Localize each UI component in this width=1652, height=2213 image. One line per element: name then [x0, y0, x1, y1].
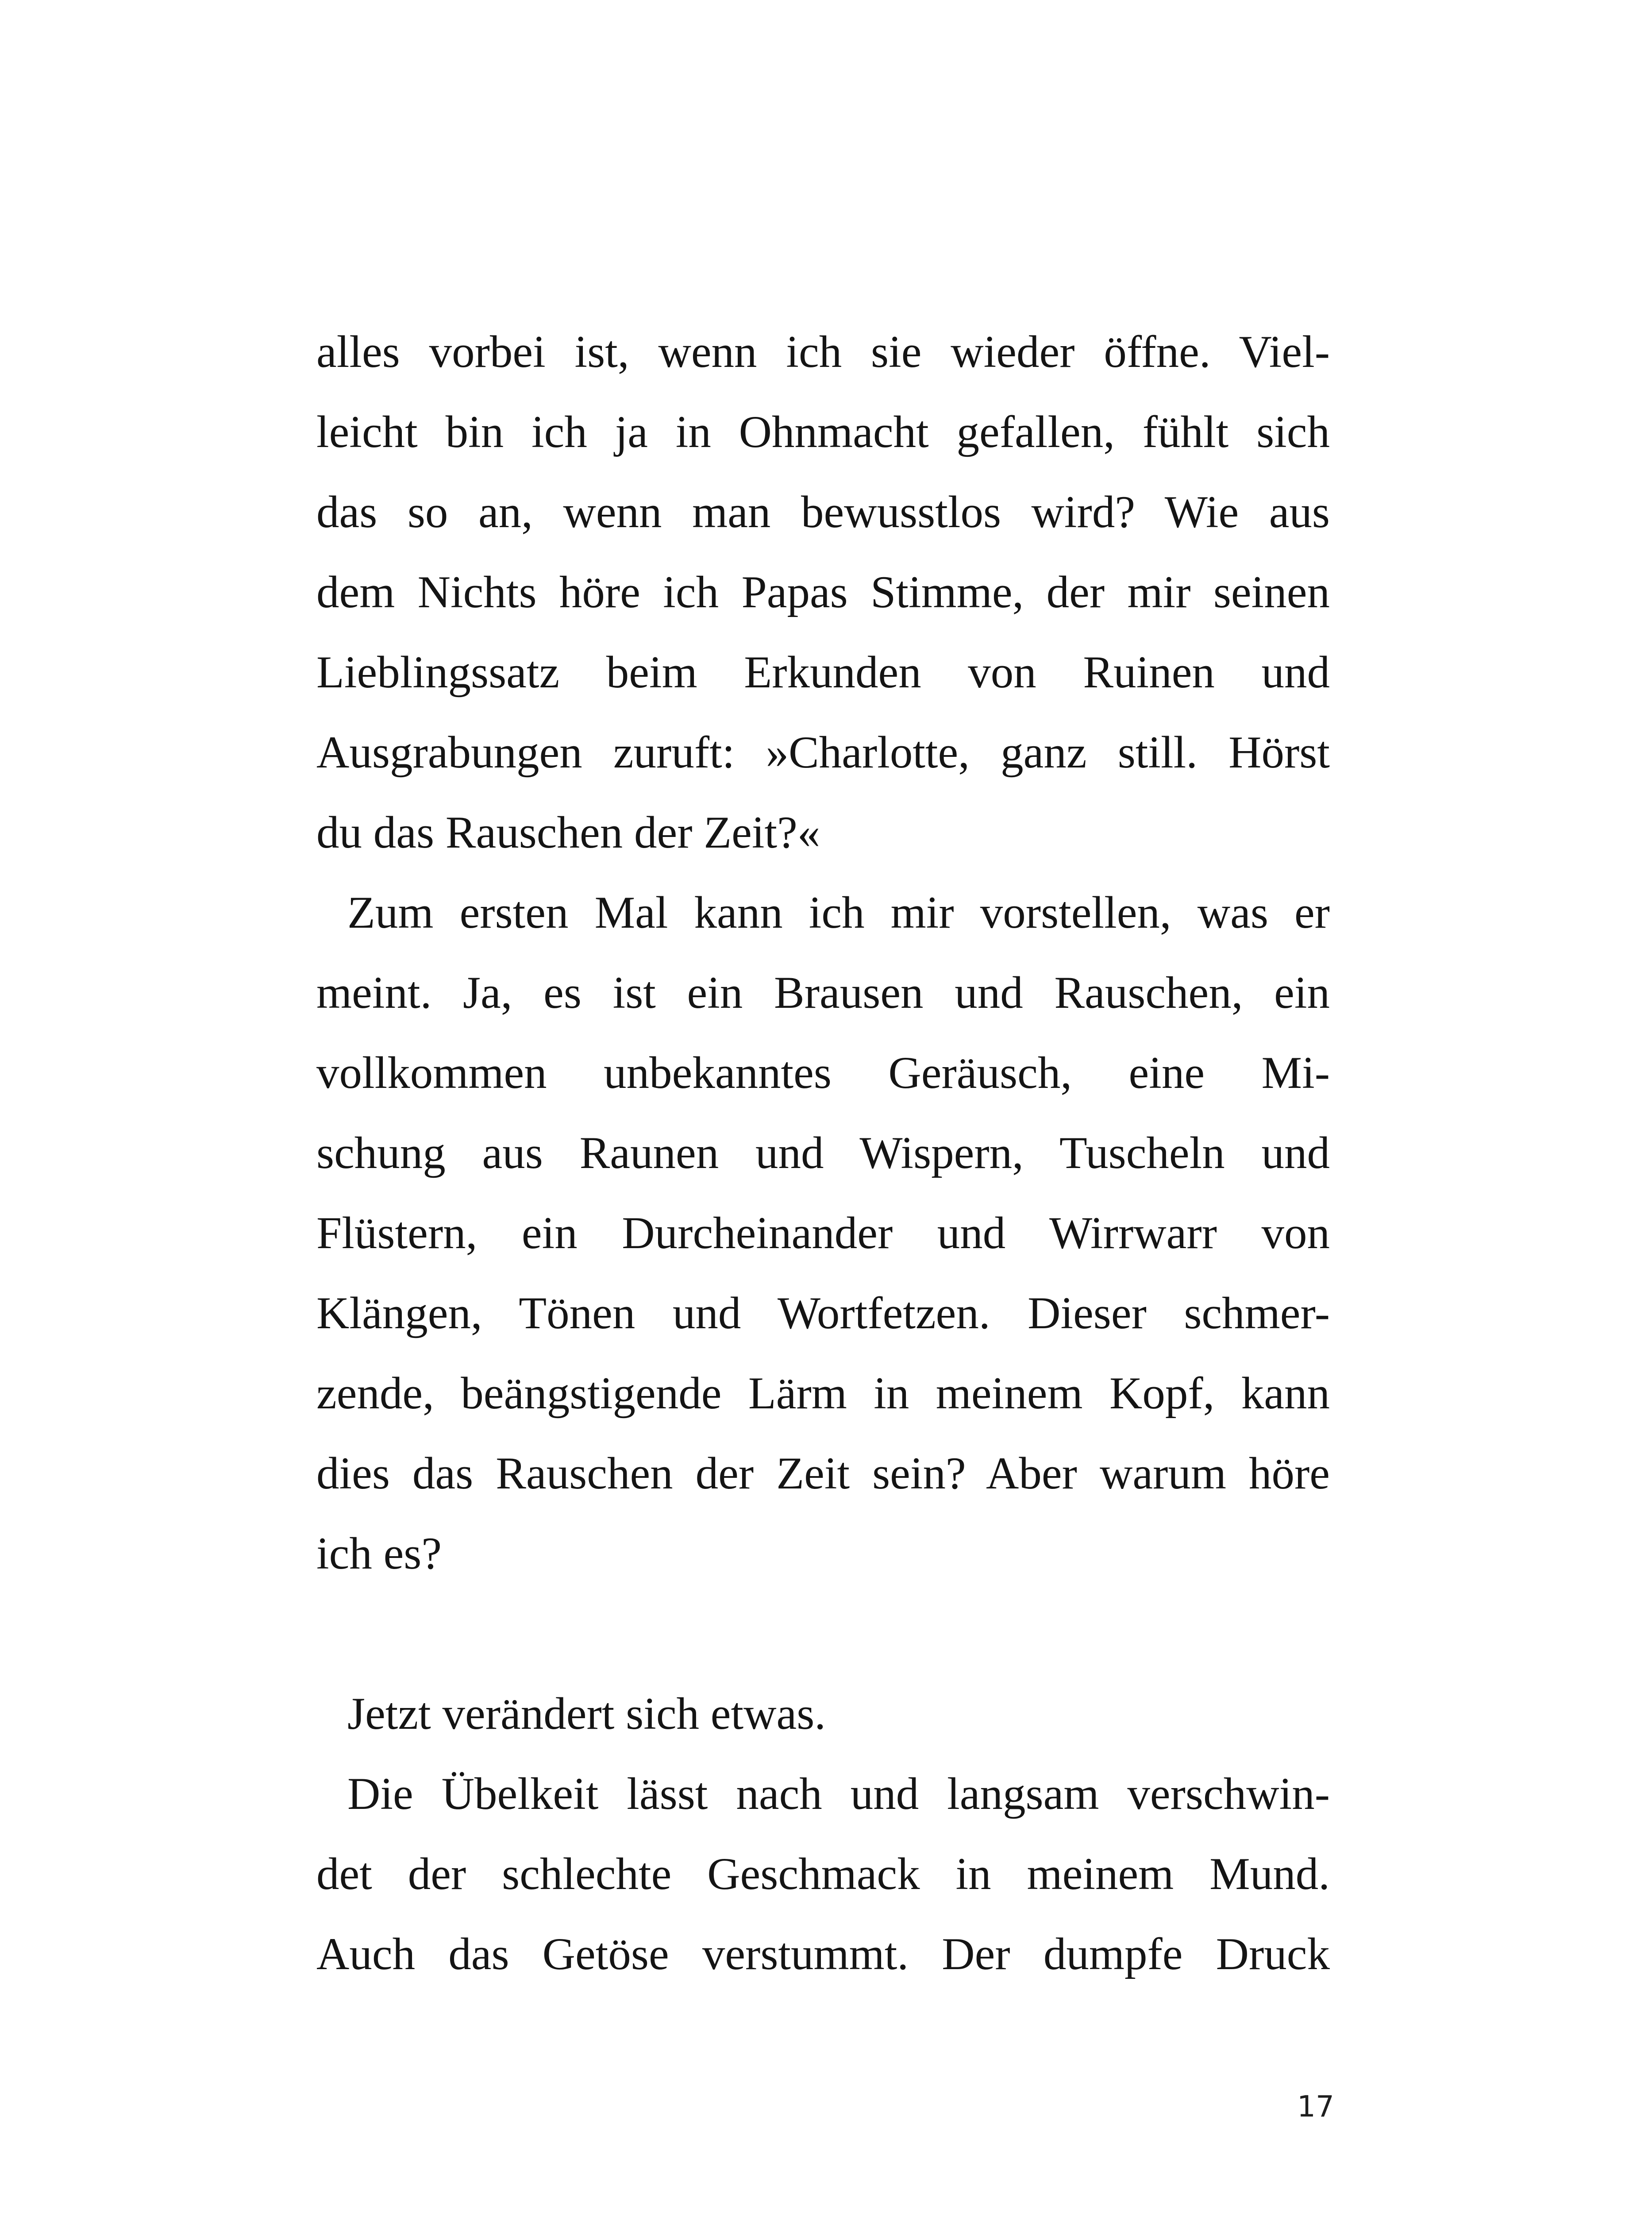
text-line: Die Übelkeit lässt nach und langsam verschwin-	[347, 1769, 1330, 1819]
paragraph	[316, 873, 1330, 1594]
paragraph	[316, 1674, 1330, 1754]
text-line: Ausgrabungen zuruft: »Charlotte, ganz still. Hörst	[316, 727, 1330, 778]
text-line: Flüstern, ein Durcheinander und Wirrwarr von	[316, 1208, 1330, 1258]
text-line: Auch das Getöse verstummt. Der dumpfe Druck	[316, 1929, 1330, 1979]
text-line: ich es?	[316, 1528, 442, 1579]
section-break	[316, 1594, 1330, 1674]
text-line: dem Nichts höre ich Papas Stimme, der mir seinen	[316, 567, 1330, 617]
text-line: alles vorbei ist, wenn ich sie wieder öffne. Viel-	[316, 327, 1330, 377]
text-line: Klängen, Tönen und Wortfetzen. Dieser schmer-	[316, 1288, 1330, 1338]
paragraph	[316, 312, 1330, 873]
page-number: 17	[1297, 2090, 1334, 2124]
text-line: vollkommen unbekanntes Geräusch, eine Mi-	[316, 1048, 1330, 1098]
text-line: Lieblingssatz beim Erkunden von Ruinen und	[316, 647, 1330, 698]
text-line: du das Rauschen der Zeit?«	[316, 807, 820, 858]
text-line: Jetzt verändert sich etwas.	[347, 1689, 826, 1739]
text-line: leicht bin ich ja in Ohnmacht gefallen, fühlt sich	[316, 407, 1330, 457]
text-line: das so an, wenn man bewusstlos wird? Wie aus	[316, 487, 1330, 537]
text-line: schung aus Raunen und Wispern, Tuscheln und	[316, 1128, 1330, 1178]
text-line: dies das Rauschen der Zeit sein? Aber warum höre	[316, 1448, 1330, 1499]
text-line: zende, beängstigende Lärm in meinem Kopf, kann	[316, 1368, 1330, 1419]
paragraph	[316, 1754, 1330, 1994]
text-line: det der schlechte Geschmack in meinem Mund.	[316, 1849, 1330, 1899]
text-line: Zum ersten Mal kann ich mir vorstellen, was er	[347, 887, 1330, 938]
body-text	[316, 312, 1330, 1994]
text-line: meint. Ja, es ist ein Brausen und Rauschen, ein	[316, 968, 1330, 1018]
